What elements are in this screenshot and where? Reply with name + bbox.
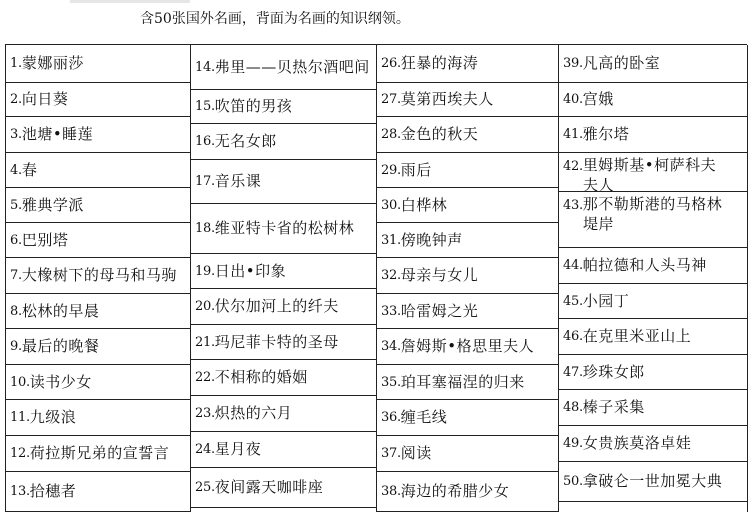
item-number: 1. — [10, 56, 22, 71]
painting-title: 伏尔加河上的纤夫 — [214, 297, 339, 315]
painting-title: 春 — [21, 160, 38, 179]
table-cell — [6, 294, 190, 329]
table-cell — [191, 396, 376, 432]
item-number: 5. — [10, 197, 22, 213]
painting-title: 松林的早晨 — [21, 301, 100, 320]
painting-title: 雅尔塔 — [582, 125, 630, 143]
item-number: 13. — [10, 484, 30, 499]
item-number: 11. — [10, 410, 30, 425]
table-column-1 — [6, 45, 191, 512]
item-number: 15. — [195, 99, 215, 114]
table-cell — [377, 83, 558, 117]
table-cell — [559, 355, 747, 390]
painting-title: 音乐课 — [214, 172, 262, 190]
table-cell — [191, 289, 376, 325]
painting-title: 蒙娜丽莎 — [21, 54, 84, 72]
table-cell — [191, 90, 376, 124]
painting-title: 金色的秋天 — [400, 125, 479, 143]
painting-title: 狂暴的海涛 — [400, 54, 479, 72]
item-number: 35. — [381, 374, 401, 390]
table-cell — [377, 258, 558, 294]
painting-title: 雨后 — [400, 160, 432, 179]
table-cell — [191, 432, 376, 468]
table-cell — [377, 294, 558, 329]
table-cell — [6, 400, 190, 436]
table-cell — [191, 124, 376, 160]
item-number: 34. — [381, 339, 401, 354]
item-number: 21. — [195, 334, 215, 350]
table-cell — [6, 258, 190, 294]
table-cell — [6, 153, 190, 188]
item-number: 46. — [563, 329, 583, 344]
table-cell — [559, 83, 747, 117]
table-cell — [191, 45, 376, 90]
painting-title: 里姆斯基•柯萨科夫 — [582, 156, 717, 174]
painting-title: 帕拉德和人头马神 — [582, 256, 707, 274]
table-column-3 — [377, 45, 559, 512]
item-number: 19. — [195, 263, 215, 279]
table-cell — [191, 160, 376, 204]
table-cell — [191, 204, 376, 254]
painting-title-wrapped — [563, 195, 722, 234]
table-cell — [377, 45, 558, 83]
item-number: 18. — [195, 221, 215, 236]
item-number: 32. — [381, 268, 401, 283]
table-cell — [6, 188, 190, 223]
item-number: 29. — [381, 162, 401, 178]
table-cell — [377, 365, 558, 400]
painting-title: 哈雷姆之光 — [400, 301, 479, 320]
item-number: 24. — [195, 442, 215, 457]
painting-title: 维亚特卡省的松树林 — [214, 219, 355, 237]
painting-title: 荷拉斯兄弟的宣誓言 — [29, 444, 170, 462]
table-cell — [377, 329, 558, 365]
item-number: 30. — [381, 197, 401, 213]
table-cell — [377, 188, 558, 223]
painting-title: 缠毛线 — [400, 408, 448, 426]
table-column-4 — [559, 45, 748, 512]
item-number: 43. — [563, 198, 583, 213]
item-number: 48. — [563, 400, 583, 415]
painting-list-table — [5, 44, 747, 512]
painting-title: 榛子采集 — [582, 398, 645, 416]
table-cell — [377, 472, 558, 512]
painting-title: 傍晚钟声 — [400, 230, 463, 249]
painting-title: 弗里——贝热尔酒吧间 — [214, 57, 370, 76]
top-edge-remnant — [70, 0, 190, 3]
table-cell — [559, 117, 747, 153]
table-cell — [377, 117, 558, 153]
painting-title: 向日葵 — [21, 90, 69, 108]
item-number: 42. — [563, 159, 583, 174]
item-number: 20. — [195, 299, 215, 314]
table-cell — [559, 248, 747, 284]
painting-title: 池塘•睡莲 — [21, 125, 94, 143]
painting-title: 在克里米亚山上 — [582, 327, 692, 345]
item-number: 6. — [10, 232, 22, 248]
painting-title: 宫娥 — [582, 90, 614, 108]
painting-title: 白桦林 — [400, 195, 448, 214]
caption-text: 含50张国外名画，背面为名画的知识纲领。 — [140, 11, 410, 27]
item-number: 3. — [10, 127, 22, 142]
table-cell — [6, 472, 190, 512]
table-cell — [6, 117, 190, 153]
painting-title: 詹姆斯•格思里夫人 — [400, 337, 535, 355]
painting-title: 凡高的卧室 — [582, 54, 661, 72]
painting-title: 星月夜 — [214, 440, 262, 458]
painting-title: 最后的晚餐 — [21, 337, 100, 355]
painting-title: 玛尼菲卡特的圣母 — [214, 332, 339, 351]
painting-title-continuation: 夫人 — [583, 176, 615, 192]
painting-title-continuation: 堤岸 — [583, 215, 615, 233]
item-number: 27. — [381, 92, 401, 107]
table-cell — [191, 360, 376, 396]
item-number: 8. — [10, 303, 22, 319]
item-number: 45. — [563, 293, 583, 309]
table-cell — [6, 436, 190, 472]
painting-title: 不相称的婚姻 — [214, 368, 308, 386]
table-cell — [559, 390, 747, 426]
item-number: 41. — [563, 127, 583, 142]
painting-title: 拿破仑一世加冕大典 — [582, 472, 723, 490]
table-cell — [191, 468, 376, 508]
painting-title: 那不勒斯港的马格林 — [582, 195, 723, 213]
table-cell — [191, 254, 376, 289]
table-cell — [6, 83, 190, 117]
painting-title: 炽热的六月 — [214, 404, 293, 422]
item-number: 22. — [195, 370, 215, 385]
table-cell — [377, 153, 558, 188]
painting-title: 雅典学派 — [21, 195, 84, 214]
painting-title: 海边的希腊少女 — [400, 482, 510, 500]
item-number: 26. — [381, 56, 401, 71]
painting-title: 吹笛的男孩 — [214, 97, 293, 115]
painting-title: 母亲与女儿 — [400, 266, 479, 284]
item-number: 38. — [381, 484, 401, 499]
item-number: 47. — [563, 364, 583, 380]
item-number: 49. — [563, 436, 583, 451]
painting-title: 大橡树下的母马和马驹 — [21, 266, 177, 284]
table-cell — [377, 436, 558, 472]
table-cell — [559, 426, 747, 462]
item-number: 28. — [381, 127, 401, 142]
table-column-2 — [191, 45, 377, 512]
table-cell — [6, 329, 190, 365]
item-number: 16. — [195, 134, 215, 149]
item-number: 37. — [381, 446, 401, 461]
table-cell — [559, 284, 747, 319]
table-cell — [559, 192, 747, 248]
item-number: 39. — [563, 56, 583, 71]
painting-title: 珀耳塞福涅的归来 — [400, 372, 525, 391]
table-cell — [377, 400, 558, 436]
item-number: 36. — [381, 410, 401, 425]
painting-title: 莫第西埃夫人 — [400, 90, 494, 108]
painting-title-wrapped — [563, 156, 716, 192]
table-cell — [191, 325, 376, 360]
item-number: 17. — [195, 174, 215, 189]
painting-title: 夜间露天咖啡座 — [214, 478, 324, 496]
painting-title: 小园丁 — [582, 291, 630, 310]
item-number: 50. — [563, 474, 583, 489]
item-number: 23. — [195, 406, 215, 421]
item-number: 12. — [10, 446, 30, 461]
table-cell — [6, 365, 190, 400]
item-number: 25. — [195, 480, 215, 495]
item-number: 33. — [381, 303, 401, 319]
table-cell — [377, 223, 558, 258]
table-cell — [6, 223, 190, 258]
item-number: 7. — [10, 268, 22, 283]
table-cell — [559, 319, 747, 355]
item-number: 31. — [381, 232, 401, 248]
table-cell — [559, 153, 747, 192]
table-cell — [6, 45, 190, 83]
painting-title: 珍珠女郎 — [582, 362, 645, 381]
painting-title: 拾穗者 — [29, 482, 77, 500]
item-number: 2. — [10, 92, 22, 107]
painting-title: 日出•印象 — [214, 261, 287, 280]
item-number: 44. — [563, 258, 583, 273]
painting-title: 巴别塔 — [21, 230, 69, 249]
item-number: 4. — [10, 162, 22, 178]
painting-title: 女贵族莫洛卓娃 — [582, 434, 692, 452]
table-cell — [559, 45, 747, 83]
painting-title: 读书少女 — [29, 372, 92, 391]
item-number: 14. — [195, 59, 215, 75]
painting-title: 九级浪 — [29, 408, 77, 426]
painting-title: 阅读 — [400, 444, 432, 462]
item-number: 10. — [10, 374, 30, 390]
painting-title: 无名女郎 — [214, 132, 277, 150]
item-number: 9. — [10, 339, 22, 354]
table-cell — [559, 462, 747, 502]
item-number: 40. — [563, 92, 583, 107]
